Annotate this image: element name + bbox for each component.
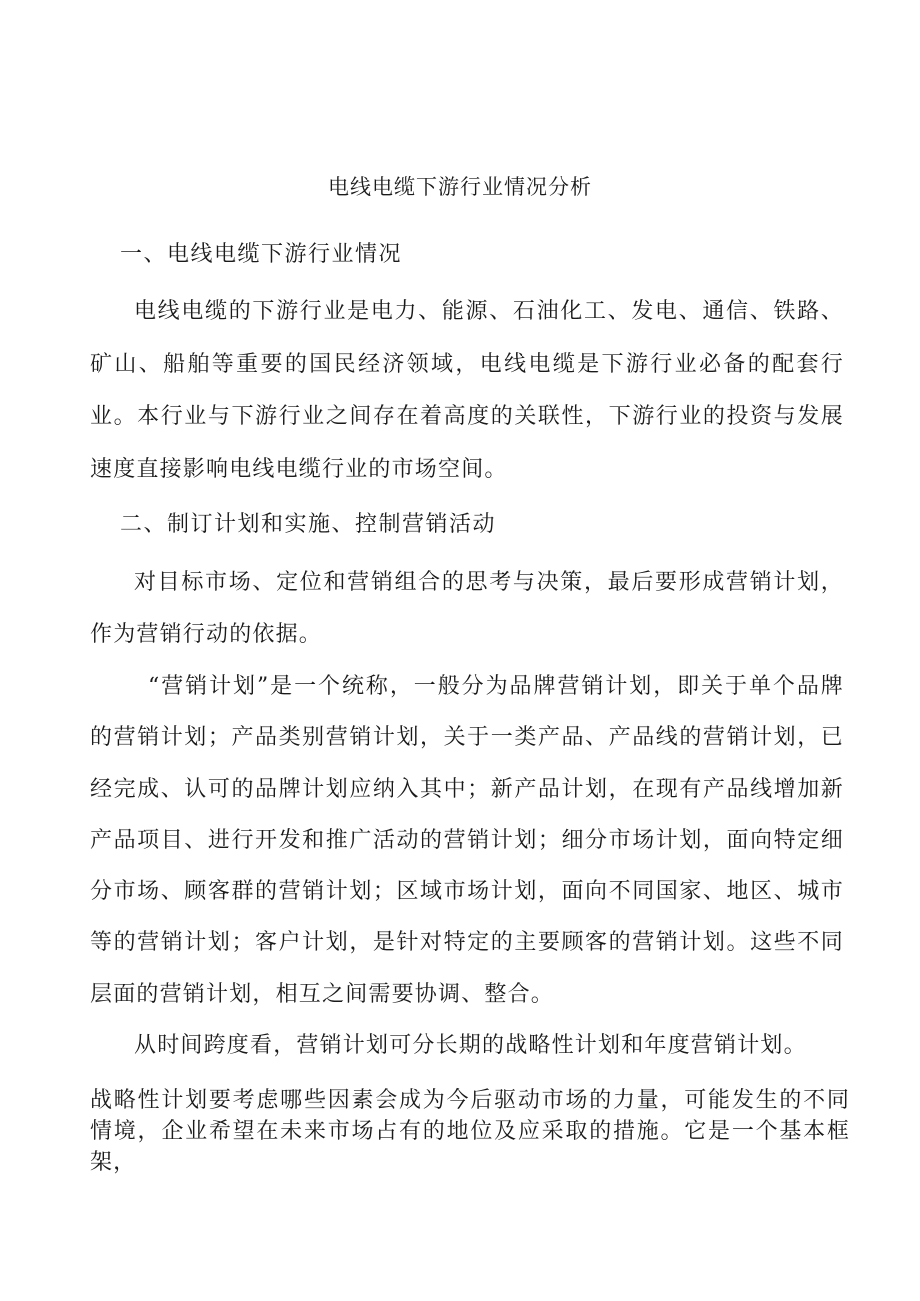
document-title: 电线电缆下游行业情况分析 xyxy=(328,175,592,199)
paragraph-downstream-industries: 电线电缆的下游行业是电力、能源、石油化工、发电、通信、铁路、矿山、船舶等重要的国民经济领域，电线电缆是下游行业必备的配套行业。本行业与下游行业之间存在着高度的关联性，下游行业的投资与发展速度直接影响电线电缆行业的市场空间。 xyxy=(90,299,844,482)
paragraph-marketing-basis: 对目标市场、定位和营销组合的思考与决策，最后要形成营销计划，作为营销行动的依据。 xyxy=(90,570,844,647)
paragraph-time-span: 从时间跨度看，营销计划可分长期的战略性计划和年度营销计划。 xyxy=(134,1033,807,1058)
section-heading-marketing-plan: 二、制订计划和实施、控制营销活动 xyxy=(120,512,497,537)
paragraph-marketing-plan-types: “营销计划”是一个统称，一般分为品牌营销计划，即关于单个品牌的营销计划；产品类别营销计划，关于一类产品、产品线的营销计划，已经完成、认可的品牌计划应纳入其中；新产品计划，在现有产品线增加新产品项目、进行开发和推广活动的营销计划；细分市场计划，面向特定细分市场、顾客群的营销计划；区域市场计划，面向不同国家、地区、城市等的营销计划；客户计划，是针对特定的主要顾客的营销计划。这些不同层面的营销计划，相互之间需要协调、整合。 xyxy=(90,674,844,1007)
paragraph-strategic-plan: 战略性计划要考虑哪些因素会成为今后驱动市场的力量，可能发生的不同情境，企业希望在未来市场占有的地位及应采取的措施。它是一个基本框架， xyxy=(90,1088,850,1175)
section-heading-downstream: 一、电线电缆下游行业情况 xyxy=(120,242,403,267)
